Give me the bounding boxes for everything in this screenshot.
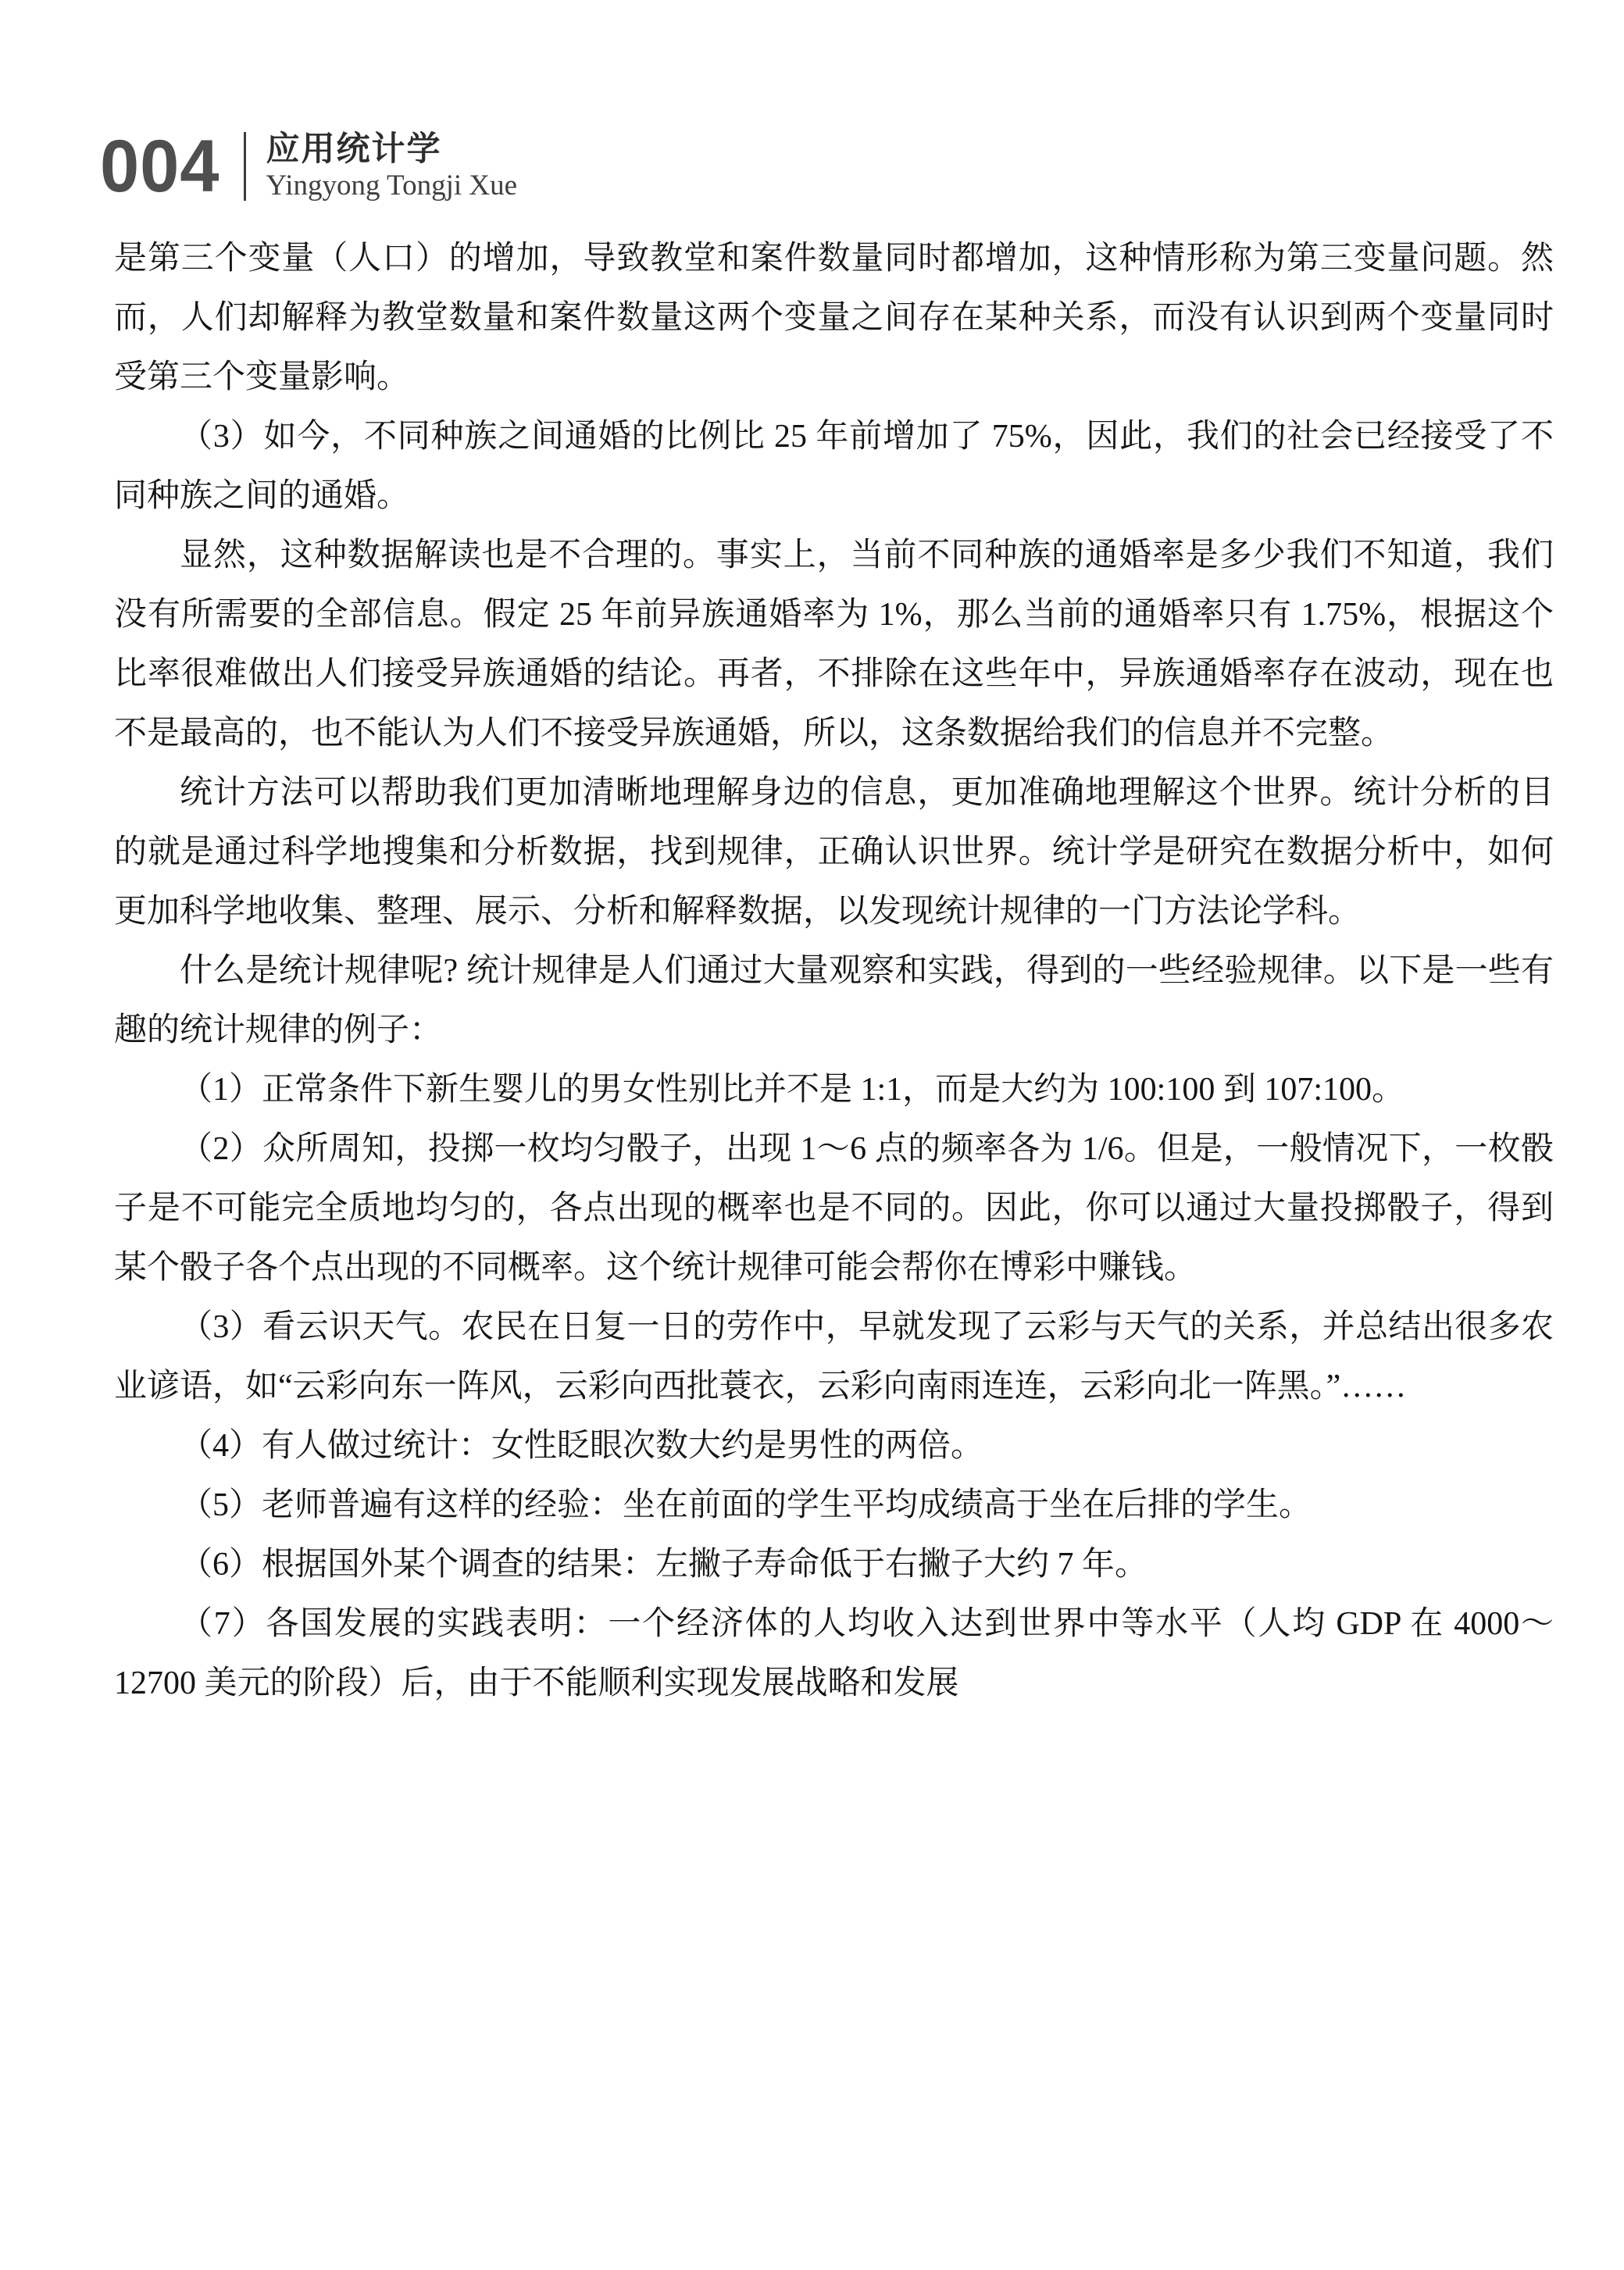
- book-title-chinese: 应用统计学: [266, 130, 442, 168]
- body-paragraph: （3）看云识天气。农民在日复一日的劳作中，早就发现了云彩与天气的关系，并总结出很多农业谚语，如“云彩向东一阵风，云彩向西批蓑衣，云彩向南雨连连，云彩向北一阵黑。”……: [114, 1309, 1554, 1404]
- body-paragraph: （2）众所周知，投掷一枚均匀骰子，出现 1～6 点的频率各为 1/6。但是，一般情况下，一枚骰子是不可能完全质地均匀的，各点出现的概率也是不同的。因此，你可以通过大量投掷骰子，得到某个骰子各个点出现的不同概率。这个统计规律可能会帮你在博彩中赚钱。: [114, 1131, 1554, 1286]
- body-paragraph: （3）如今，不同种族之间通婚的比例比 25 年前增加了 75%，因此，我们的社会已经接受了不同种族之间的通婚。: [114, 419, 1554, 514]
- header-titles: [266, 131, 518, 202]
- body-paragraph: （1）正常条件下新生婴儿的男女性别比并不是 1:1，而是大约为 100:100 到 107:100。: [180, 1072, 1405, 1108]
- book-title-pinyin: Yingyong Tongji Xue: [266, 170, 518, 202]
- body-paragraph: （4）有人做过统计：女性眨眼次数大约是男性的两倍。: [180, 1428, 984, 1464]
- body-paragraph: 统计方法可以帮助我们更加清晰地理解身边的信息，更加准确地理解这个世界。统计分析的目的就是通过科学地搜集和分析数据，找到规律，正确认识世界。统计学是研究在数据分析中，如何更加科学地收集、整理、展示、分析和解释数据，以发现统计规律的一门方法论学科。: [114, 775, 1554, 930]
- page-body: [114, 229, 1554, 1713]
- body-paragraph: （5）老师普遍有这样的经验：坐在前面的学生平均成绩高于坐在后排的学生。: [180, 1487, 1312, 1523]
- body-paragraph: 是第三个变量（人口）的增加，导致教堂和案件数量同时都增加，这种情形称为第三变量问题。然而，人们却解释为教堂数量和案件数量这两个变量之间存在某种关系，而没有认识到两个变量同时受第三个变量影响。: [114, 241, 1554, 395]
- body-paragraph: （6）根据国外某个调查的结果：左撇子寿命低于右撇子大约 7 年。: [180, 1547, 1148, 1583]
- body-paragraph: 什么是统计规律呢? 统计规律是人们通过大量观察和实践，得到的一些经验规律。以下是一些有趣的统计规律的例子：: [114, 953, 1554, 1048]
- body-paragraph: （7）各国发展的实践表明：一个经济体的人均收入达到世界中等水平（人均 GDP 在 4000～12700 美元的阶段）后，由于不能顺利实现发展战略和发展: [114, 1606, 1554, 1701]
- page-header: [100, 125, 518, 208]
- header-divider: [244, 132, 246, 201]
- body-paragraph: 显然，这种数据解读也是不合理的。事实上，当前不同种族的通婚率是多少我们不知道，我们没有所需要的全部信息。假定 25 年前异族通婚率为 1%，那么当前的通婚率只有 1.75%，根据这个比率很难做出人们接受异族通婚的结论。再者，不排除在这些年中，异族通婚率存在波动，现在也不是最高的，也不能认为人们不接受异族通婚，所以，这条数据给我们的信息并不完整。: [114, 537, 1554, 751]
- page-number: 004: [100, 125, 220, 208]
